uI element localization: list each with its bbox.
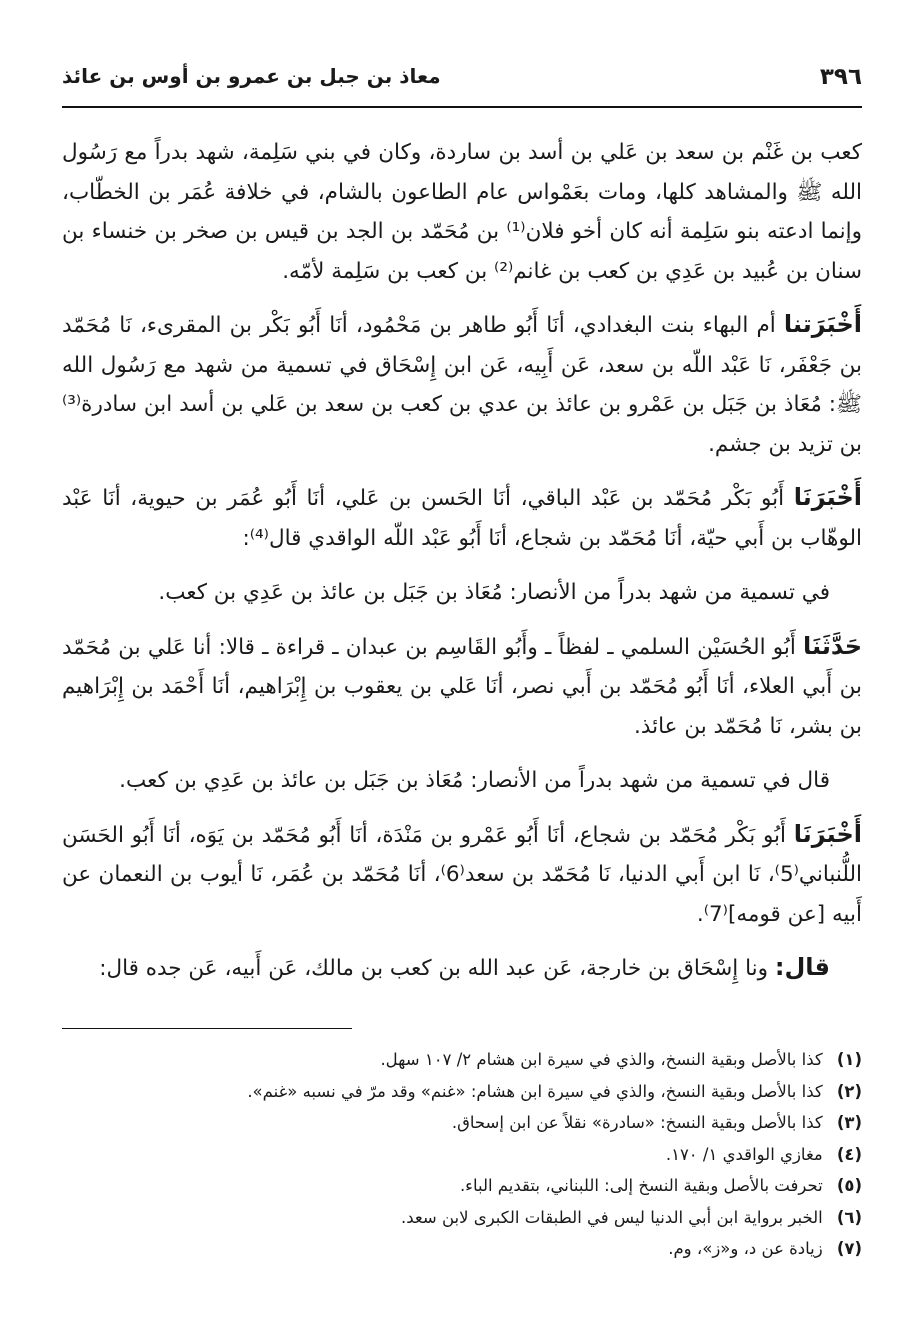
footnote bbox=[62, 1076, 862, 1108]
paragraph-4 bbox=[62, 572, 862, 613]
paragraph-text: قال في تسمية من شهد بدراً من الأنصار: مُعَاذ بن جَبَل بن عائذ بن عَدِي بن كعب. bbox=[119, 768, 830, 793]
footnote-text: زيادة عن د، و«ز»، وم. bbox=[668, 1239, 823, 1258]
paragraph-2 bbox=[62, 305, 862, 464]
footnote bbox=[62, 1233, 862, 1265]
paragraph-lead: قال: bbox=[774, 953, 830, 981]
paragraph-text: في تسمية من شهد بدراً من الأنصار: مُعَاذ بن جَبَل بن عائذ بن عَدِي بن كعب. bbox=[158, 580, 830, 605]
footnote bbox=[62, 1044, 862, 1076]
footnote-text: الخبر برواية ابن أبي الدنيا ليس في الطبقات الكبرى لابن سعد. bbox=[401, 1207, 823, 1227]
footnote-text: كذا بالأصل وبقية النسخ: «سادرة» نقلاً عن ابن إسحاق. bbox=[451, 1113, 823, 1132]
footnote-text: مغازي الواقدي ١/ ١٧٠. bbox=[665, 1144, 823, 1164]
paragraph-text: كعب بن غَنْم بن سعد بن عَلي بن أسد بن ساردة، وكان في بني سَلِمة، شهد بدراً مع رَسُول الله ﷺ والمشاهد كلها، ومات بعَمْواس عام الطاعون بالشام، في خلافة عُمَر بن الخطّاب، وإنما ادعته بنو سَلِمة أنه كان أخو فلان⁽¹⁾ بن مُحَمّد بن الجد بن قيس بن صخر بن خنساء بن سنان بن عُبيد بن عَدِي بن كعب بن غانم⁽²⁾ بن كعب بن سَلِمة لأمّه. bbox=[62, 140, 862, 284]
footnotes-list bbox=[62, 1044, 862, 1265]
footnote bbox=[62, 1107, 862, 1139]
footnote bbox=[62, 1139, 862, 1171]
paragraph-text: أَبُو بَكْر مُحَمّد بن عَبْد الباقي، أنَا الحَسن بن عَلي، أنَا أَبُو عُمَر بن حيوية، أنَا عَبْد الوهّاب بن أَبي حيّة، أنَا مُحَمّد بن شجاع، أنَا أَبُو عَبْد اللّه الواقدي قال⁽⁴⁾: bbox=[62, 486, 862, 551]
paragraph-1 bbox=[62, 132, 862, 291]
page-header bbox=[62, 52, 862, 108]
paragraph-6 bbox=[62, 760, 862, 801]
footnote-number: (٥) bbox=[836, 1176, 862, 1195]
paragraph-text: أم البهاء بنت البغدادي، أنَا أَبُو طاهر بن مَحْمُود، أنَا أَبُو بَكْر بن المقرىء، نَا مُحَمّد بن جَعْفَر، نَا عَبْد اللّه بن سعد، عَن أَبِيه، عَن ابن إِسْحَاق في تسمية من شهد مع رَسُول الله ﷺ: مُعَاذ بن جَبَل بن عَمْرو بن عائذ بن عدي بن كعب بن سعد بن عَلي بن أسد ابن سادرة⁽³⁾ بن تزيد بن جشم. bbox=[62, 313, 862, 457]
footnote-number: (٧) bbox=[836, 1239, 862, 1258]
paragraph-7 bbox=[62, 815, 862, 935]
footnote-number: (٣) bbox=[836, 1113, 862, 1132]
footnote bbox=[62, 1202, 862, 1234]
footnotes-divider bbox=[62, 1028, 352, 1029]
paragraph-3 bbox=[62, 478, 862, 558]
footnote bbox=[62, 1170, 862, 1202]
paragraph-lead: أَخْبَرَنَا bbox=[793, 819, 862, 848]
paragraph-lead: حَدَّثَنَا bbox=[803, 631, 862, 660]
footnote-number: (١) bbox=[836, 1050, 862, 1069]
paragraph-5 bbox=[62, 627, 862, 747]
footnote-text: كذا بالأصل وبقية النسخ، والذي في سيرة ابن هشام ٢/ ١٠٧ سهل. bbox=[380, 1050, 823, 1069]
footnote-number: (٤) bbox=[836, 1144, 862, 1164]
page-number: ٣٩٦ bbox=[819, 64, 862, 90]
paragraph-text: أَبُو بَكْر مُحَمّد بن شجاع، أنَا أَبُو عَمْرو بن مَنْدَة، أنَا أَبُو مُحَمّد بن يَوَه، أنَا أَبُو الحَسَن اللُّنباني⁽5⁾، نَا ابن أَبي الدنيا، نَا مُحَمّد بن سعد⁽6⁾، أنَا مُحَمّد بن عُمَر، نَا أيوب بن النعمان عن أَبيه [عن قومه]⁽7⁾. bbox=[62, 822, 862, 927]
paragraph-lead: أَخْبَرَتنا bbox=[783, 310, 862, 338]
paragraph-text: أَبُو الحُسَيْن السلمي ـ لفظاً ـ وأَبُو القَاسِم بن عبدان ـ قراءة ـ قالا: أنا عَلي بن مُحَمّد بن أَبي العلاء، أنَا أَبُو مُحَمّد بن أَبي نصر، أنَا عَلي بن يعقوب بن إِبْرَاهيم، أنَا أَحْمَد بن إِبْرَاهيم بن بشر، نَا مُحَمّد بن عائذ. bbox=[62, 634, 862, 739]
paragraph-8 bbox=[62, 948, 862, 989]
footnote-number: (٦) bbox=[836, 1207, 862, 1227]
paragraph-text: ونا إِسْحَاق بن خارجة، عَن عبد الله بن كعب بن مالك، عَن أَبيه، عَن جده قال: bbox=[99, 956, 768, 981]
footnote-text: كذا بالأصل وبقية النسخ، والذي في سيرة ابن هشام: «غنم» وقد مرّ في نسبه «غنم». bbox=[247, 1081, 823, 1101]
main-text bbox=[62, 132, 862, 1003]
running-title: معاذ بن جبل بن عمرو بن أوس بن عائذ bbox=[62, 64, 441, 88]
footnote-number: (٢) bbox=[836, 1081, 862, 1101]
paragraph-lead: أَخْبَرَنَا bbox=[793, 483, 862, 511]
footnote-text: تحرفت بالأصل وبقية النسخ إلى: اللبناني، بتقديم الباء. bbox=[459, 1176, 823, 1195]
